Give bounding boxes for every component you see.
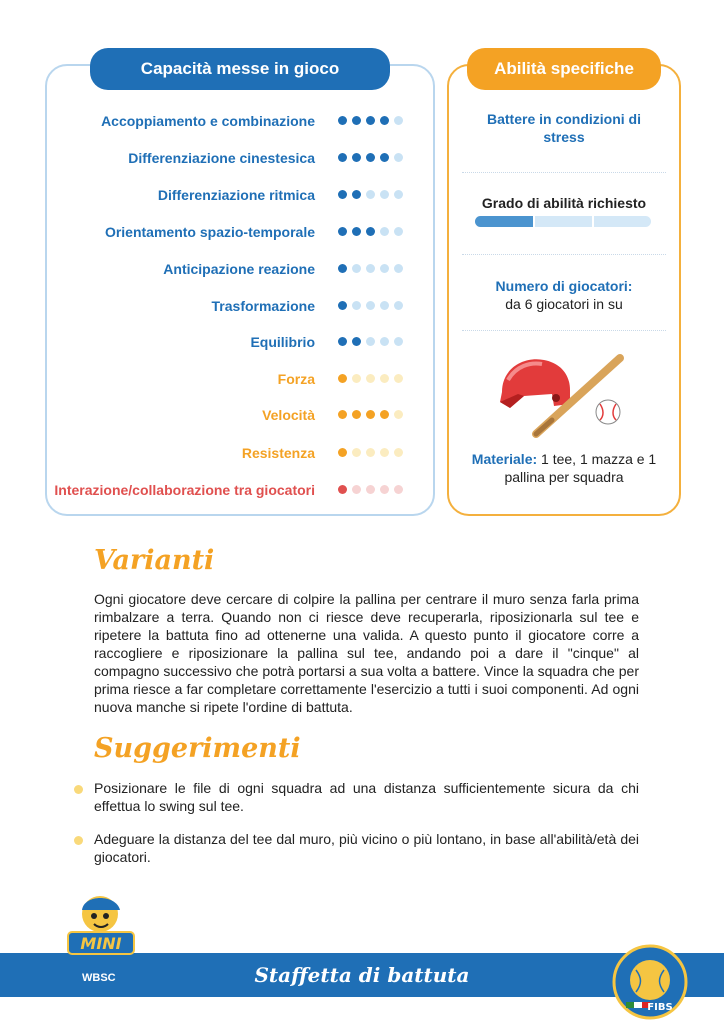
level-dot-icon: [338, 337, 347, 346]
level-dot-icon: [366, 410, 375, 419]
materiale-value: 1 tee, 1 mazza e 1 pallina per squadra: [504, 451, 657, 485]
level-dot-icon: [352, 227, 361, 236]
skill-label: Differenziazione ritmica: [157, 187, 315, 203]
varianti-text: Ogni giocatore deve cercare di colpire la pallina per centrare il muro senza farla prima rimbalzare a terra. Quando non ci riesce deve recuperarla, riposizionarla sul tee e ripetere la battuta fino ad ottenerne una valida. A questo punto il giocatore corre a raccogliere e riposizionare la pallina sul tee, andando poi a dare il "cinque" al compagno successivo che potrà portarsi a sua volta a battere. Vince la squadra che per prima riesce a far completare correttamente l'esercizio a tutti i suoi componenti. Ad ogni nuova manche si ripete l'ordine di battuta.: [94, 591, 639, 715]
level-dot-icon: [394, 410, 403, 419]
level-dot-icon: [380, 190, 389, 199]
skill-row: [48, 221, 433, 243]
level-dot-icon: [352, 264, 361, 273]
abilita-title: Abilità specifiche: [467, 48, 661, 90]
level-dot-icon: [394, 227, 403, 236]
skill-level-dots: [338, 153, 403, 163]
skill-label: Velocità: [262, 407, 315, 423]
skill-level-dots: [338, 227, 403, 237]
level-dot-icon: [394, 190, 403, 199]
skill-level-dots: [338, 116, 403, 126]
skill-label: Trasformazione: [211, 298, 315, 314]
level-dot-icon: [394, 116, 403, 125]
skill-level-dots: [338, 485, 403, 495]
svg-text:MINI: MINI: [80, 934, 122, 953]
footer-title: Staffetta di battuta: [254, 963, 470, 987]
skill-label: Orientamento spazio-temporale: [104, 224, 315, 240]
level-dot-icon: [352, 485, 361, 494]
skill-label: Interazione/collaborazione tra giocatori: [54, 482, 315, 498]
numero-label: Numero di giocatori:: [495, 278, 633, 294]
separator: [462, 172, 666, 173]
skill-row: [48, 147, 433, 169]
level-dot-icon: [352, 410, 361, 419]
level-dot-icon: [366, 116, 375, 125]
level-dot-icon: [366, 227, 375, 236]
level-dot-icon: [394, 153, 403, 162]
varianti-title: Varianti: [94, 545, 215, 576]
skill-row: [48, 184, 433, 206]
level-dot-icon: [380, 116, 389, 125]
skill-row: [48, 368, 433, 390]
level-dot-icon: [366, 485, 375, 494]
mini-mascot-logo-icon: [64, 888, 140, 968]
level-dot-icon: [338, 448, 347, 457]
level-dot-icon: [380, 153, 389, 162]
level-dot-icon: [352, 301, 361, 310]
skill-row: [48, 404, 433, 426]
skill-level-dots: [338, 448, 403, 458]
level-dot-icon: [394, 485, 403, 494]
level-dot-icon: [394, 264, 403, 273]
skill-row: [48, 295, 433, 317]
level-dot-icon: [380, 410, 389, 419]
level-dot-icon: [352, 337, 361, 346]
separator: [462, 254, 666, 255]
numero-value: da 6 giocatori in su: [505, 296, 623, 312]
level-dot-icon: [380, 301, 389, 310]
helmet-bat-ball-icon: [494, 350, 634, 440]
skill-label: Equilibrio: [250, 334, 315, 350]
abilita-skill: Battere in condizioni di stress: [486, 111, 641, 145]
skill-label: Differenziazione cinestesica: [128, 150, 315, 166]
suggerimento-item: Posizionare le file di ogni squadra ad una distanza sufficientemente sicura da chi effettua lo swing sul tee.: [94, 780, 639, 814]
level-dot-icon: [366, 374, 375, 383]
level-dot-icon: [380, 337, 389, 346]
level-dot-icon: [394, 374, 403, 383]
level-dot-icon: [338, 227, 347, 236]
level-dot-icon: [352, 116, 361, 125]
level-dot-icon: [366, 337, 375, 346]
level-dot-icon: [394, 301, 403, 310]
skill-level-dots: [338, 301, 403, 311]
skill-level-dots: [338, 190, 403, 200]
level-dot-icon: [338, 116, 347, 125]
level-dot-icon: [394, 448, 403, 457]
materiale-text: [460, 450, 668, 486]
level-dot-icon: [380, 485, 389, 494]
level-dot-icon: [338, 264, 347, 273]
svg-text:FIBS: FIBS: [647, 1002, 673, 1013]
level-dot-icon: [338, 410, 347, 419]
level-dot-icon: [338, 301, 347, 310]
level-dot-icon: [352, 190, 361, 199]
level-dot-icon: [380, 227, 389, 236]
wbsc-label: WBSC: [82, 972, 116, 984]
level-dot-icon: [352, 448, 361, 457]
level-dot-icon: [352, 374, 361, 383]
level-dot-icon: [366, 153, 375, 162]
level-dot-icon: [338, 153, 347, 162]
level-dot-icon: [352, 153, 361, 162]
capacita-title: Capacità messe in gioco: [90, 48, 390, 90]
level-dot-icon: [366, 264, 375, 273]
level-dot-icon: [366, 448, 375, 457]
skill-row: [48, 479, 433, 501]
bullet-icon: [74, 836, 83, 845]
skill-level-dots: [338, 264, 403, 274]
skill-label: Resistenza: [241, 445, 315, 461]
materiale-label: Materiale:: [471, 451, 538, 467]
grado-bar: [475, 216, 651, 227]
grado-label: Grado di abilità richiesto: [481, 195, 647, 211]
skill-row: [48, 331, 433, 353]
skill-row: [48, 110, 433, 132]
level-dot-icon: [366, 301, 375, 310]
skill-label: Anticipazione reazione: [163, 261, 315, 277]
skill-label: Forza: [277, 371, 315, 387]
grado-bar-fill: [475, 216, 534, 227]
skill-row: [48, 258, 433, 280]
level-dot-icon: [338, 374, 347, 383]
skill-level-dots: [338, 410, 403, 420]
level-dot-icon: [338, 485, 347, 494]
fibs-seal-icon: [612, 944, 688, 1020]
suggerimento-item: Adeguare la distanza del tee dal muro, più vicino o più lontano, in base all'abilità/età dei giocatori.: [94, 831, 639, 865]
bullet-icon: [74, 785, 83, 794]
skill-level-dots: [338, 337, 403, 347]
skill-level-dots: [338, 374, 403, 384]
separator: [462, 330, 666, 331]
level-dot-icon: [380, 448, 389, 457]
level-dot-icon: [366, 190, 375, 199]
level-dot-icon: [338, 190, 347, 199]
suggerimenti-title: Suggerimenti: [94, 733, 301, 764]
level-dot-icon: [394, 337, 403, 346]
skill-row: [48, 442, 433, 464]
level-dot-icon: [380, 264, 389, 273]
level-dot-icon: [380, 374, 389, 383]
skill-label: Accoppiamento e combinazione: [101, 113, 315, 129]
